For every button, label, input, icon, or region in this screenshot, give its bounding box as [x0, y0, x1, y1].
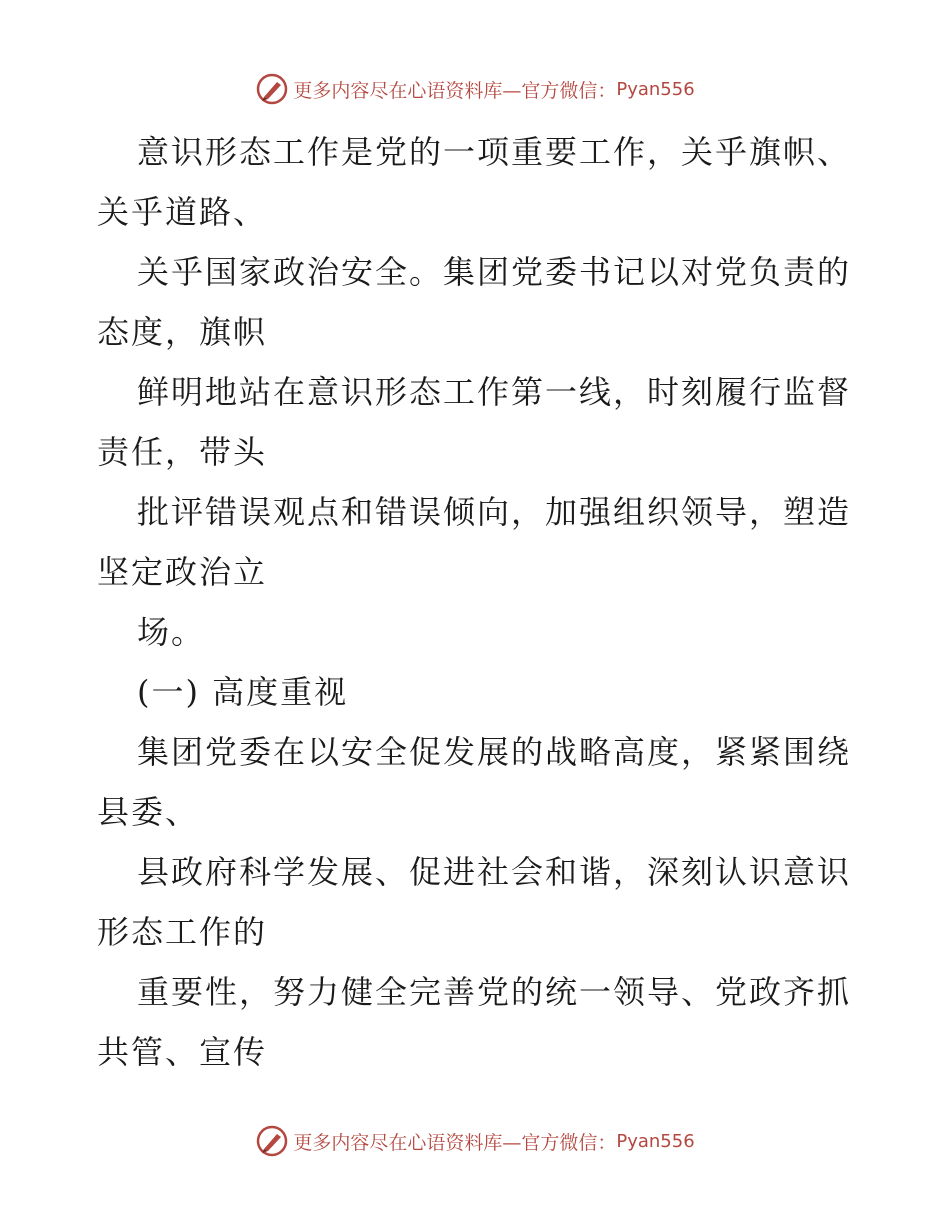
section-heading: (一) 高度重视	[137, 673, 349, 711]
body-line: 县委、	[97, 793, 200, 831]
watermark-text: 更多内容尽在心语资料库—官方微信：	[293, 79, 617, 102]
body-line: 形态工作的	[97, 913, 268, 951]
body-line: 坚定政治立	[97, 553, 268, 591]
footer-watermark	[0, 1124, 950, 1158]
body-line: 意识形态工作是党的一项重要工作，关乎旗帜、	[137, 133, 852, 171]
watermark-text: 更多内容尽在心语资料库—官方微信：	[293, 1131, 617, 1154]
document-body	[97, 122, 857, 1082]
body-line: 批评错误观点和错误倾向，加强组织领导，塑造	[137, 493, 852, 531]
watermark-id: Pyan556	[616, 78, 695, 100]
body-line: 态度，旗帜	[97, 313, 268, 351]
body-line: 重要性，努力健全完善党的统一领导、党政齐抓	[137, 973, 852, 1011]
body-line: 共管、宣传	[97, 1033, 268, 1071]
header-watermark	[0, 72, 950, 106]
body-line: 关乎国家政治安全。集团党委书记以对党负责的	[137, 253, 852, 291]
pen-logo-icon	[255, 1124, 289, 1158]
body-line: 场。	[137, 613, 206, 651]
body-line: 县政府科学发展、促进社会和谐，深刻认识意识	[137, 853, 852, 891]
body-line: 责任，带头	[97, 433, 268, 471]
pen-logo-icon	[255, 72, 289, 106]
watermark-id: Pyan556	[616, 1130, 695, 1152]
body-line: 关乎道路、	[97, 193, 268, 231]
body-line: 集团党委在以安全促发展的战略高度，紧紧围绕	[137, 733, 852, 771]
body-line: 鲜明地站在意识形态工作第一线，时刻履行监督	[137, 373, 852, 411]
